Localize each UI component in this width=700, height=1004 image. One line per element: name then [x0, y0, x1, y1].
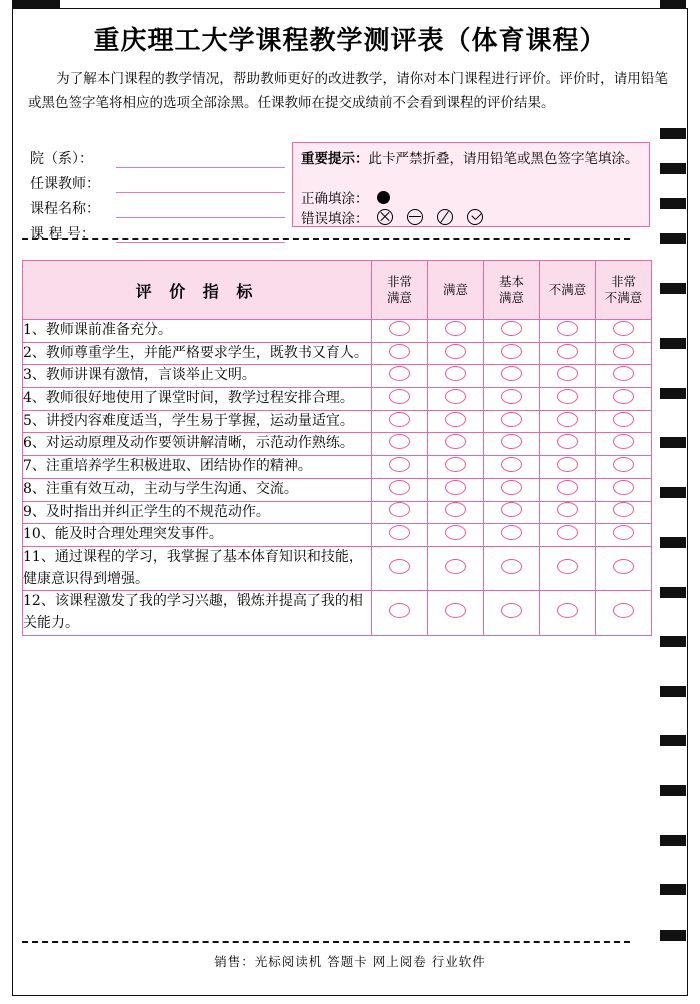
- timing-mark: [660, 884, 686, 895]
- answer-bubble[interactable]: [389, 321, 410, 336]
- timing-marks-column: [660, 0, 686, 1004]
- answer-bubble[interactable]: [613, 457, 634, 472]
- bubble-cell-11-0[interactable]: [372, 591, 428, 635]
- bubble-cell-3-0[interactable]: [372, 388, 428, 411]
- table-row: [23, 546, 652, 590]
- timing-mark: [660, 487, 686, 498]
- answer-bubble[interactable]: [445, 412, 466, 427]
- answer-bubble[interactable]: [389, 457, 410, 472]
- timing-mark: [660, 686, 686, 697]
- bubble-cell-4-2[interactable]: [484, 410, 540, 433]
- table-body: [23, 320, 652, 636]
- option-label-line1-4: 非常: [610, 274, 636, 290]
- answer-bubble[interactable]: [445, 559, 466, 574]
- column-header-option-1: [428, 261, 484, 320]
- answer-bubble[interactable]: [557, 457, 578, 472]
- answer-bubble[interactable]: [389, 412, 410, 427]
- answer-bubble[interactable]: [613, 344, 634, 359]
- answer-bubble[interactable]: [557, 321, 578, 336]
- bubble-cell-5-1[interactable]: [428, 433, 484, 456]
- column-header-option-2: [484, 261, 540, 320]
- field-input-course-number[interactable]: [116, 226, 285, 243]
- table-header: [23, 261, 652, 320]
- bubble-cell-1-0[interactable]: [372, 342, 428, 365]
- evaluation-table: [22, 260, 652, 636]
- bubble-cell-10-4[interactable]: [596, 546, 652, 590]
- question-text: 12、该课程激发了我的学习兴趣，锻炼并提高了我的相关能力。: [23, 591, 372, 635]
- important-notice-box: [292, 142, 650, 227]
- timing-mark: [660, 388, 686, 399]
- column-header-item: 评 价 指 标: [23, 261, 372, 320]
- answer-bubble[interactable]: [389, 525, 410, 540]
- wrong-mark-list: [377, 209, 483, 225]
- bubble-cell-4-3[interactable]: [540, 410, 596, 433]
- answer-bubble[interactable]: [501, 344, 522, 359]
- answer-bubble[interactable]: [557, 344, 578, 359]
- bubble-cell-7-1[interactable]: [428, 478, 484, 501]
- timing-mark: [660, 128, 686, 139]
- bubble-cell-10-1[interactable]: [428, 546, 484, 590]
- bubble-cell-3-1[interactable]: [428, 388, 484, 411]
- timing-mark: [660, 587, 686, 598]
- timing-mark: [660, 283, 686, 294]
- bubble-cell-2-2[interactable]: [484, 365, 540, 388]
- bubble-cell-1-1[interactable]: [428, 342, 484, 365]
- bubble-cell-1-4[interactable]: [596, 342, 652, 365]
- bubble-cell-10-0[interactable]: [372, 546, 428, 590]
- dash-mark-icon: [407, 209, 423, 225]
- bubble-cell-6-1[interactable]: [428, 456, 484, 479]
- field-label-teacher: 任课教师：: [30, 176, 100, 192]
- bubble-cell-7-0[interactable]: [372, 478, 428, 501]
- bubble-cell-7-2[interactable]: [484, 478, 540, 501]
- table-row: [23, 388, 652, 411]
- table-row: [23, 591, 652, 635]
- question-text: 2、教师尊重学生，并能严格要求学生，既教书又育人。: [23, 342, 372, 365]
- question-text: 1、教师课前准备充分。: [23, 320, 372, 343]
- timing-mark: [660, 233, 686, 244]
- bubble-cell-4-4[interactable]: [596, 410, 652, 433]
- dashed-separator-top: [22, 238, 630, 240]
- column-header-option-3: [540, 261, 596, 320]
- field-label-course-name: 课程名称：: [30, 201, 100, 217]
- answer-bubble[interactable]: [557, 434, 578, 449]
- bubble-cell-0-4[interactable]: [596, 320, 652, 343]
- watermark: [24, 960, 32, 990]
- answer-bubble[interactable]: [445, 321, 466, 336]
- bubble-cell-11-2[interactable]: [484, 591, 540, 635]
- option-label-line2-0: 满意: [386, 290, 412, 305]
- answer-bubble[interactable]: [501, 457, 522, 472]
- bubble-cell-9-3[interactable]: [540, 524, 596, 547]
- evaluation-table-wrapper: [22, 260, 652, 636]
- intro-paragraph: [28, 68, 668, 115]
- timing-mark: [660, 537, 686, 548]
- answer-bubble[interactable]: [389, 344, 410, 359]
- answer-bubble[interactable]: [501, 525, 522, 540]
- question-text: 9、及时指出并纠正学生的不规范动作。: [23, 501, 372, 524]
- column-header-option-4: [596, 261, 652, 320]
- table-row: [23, 501, 652, 524]
- option-label-line1-0: 非常: [386, 274, 412, 290]
- option-label-line1-3: 不满意: [548, 282, 587, 298]
- question-text: 5、讲授内容难度适当，学生易于掌握，运动量适宜。: [23, 410, 372, 433]
- bubble-cell-2-4[interactable]: [596, 365, 652, 388]
- correct-fill-example: [301, 187, 645, 207]
- bubble-cell-7-3[interactable]: [540, 478, 596, 501]
- question-text: 8、注重有效互动，主动与学生沟通、交流。: [23, 478, 372, 501]
- answer-bubble[interactable]: [557, 603, 578, 618]
- bubble-cell-9-4[interactable]: [596, 524, 652, 547]
- answer-bubble[interactable]: [613, 502, 634, 517]
- bubble-cell-8-2[interactable]: [484, 501, 540, 524]
- bubble-cell-0-2[interactable]: [484, 320, 540, 343]
- field-row-teacher: [30, 171, 285, 193]
- table-header-row: [23, 261, 652, 320]
- answer-bubble[interactable]: [557, 525, 578, 540]
- answer-bubble[interactable]: [501, 502, 522, 517]
- answer-bubble[interactable]: [557, 412, 578, 427]
- timing-mark: [660, 735, 686, 746]
- answer-bubble[interactable]: [445, 366, 466, 381]
- bubble-cell-1-3[interactable]: [540, 342, 596, 365]
- bubble-cell-0-0[interactable]: [372, 320, 428, 343]
- answer-bubble[interactable]: [613, 603, 634, 618]
- answer-bubble[interactable]: [501, 480, 522, 495]
- answer-bubble[interactable]: [445, 603, 466, 618]
- answer-bubble[interactable]: [389, 559, 410, 574]
- bubble-cell-2-3[interactable]: [540, 365, 596, 388]
- bubble-cell-6-3[interactable]: [540, 456, 596, 479]
- question-text: 4、教师很好地使用了课堂时间，教学过程安排合理。: [23, 388, 372, 411]
- answer-bubble[interactable]: [613, 389, 634, 404]
- bubble-cell-5-3[interactable]: [540, 433, 596, 456]
- answer-bubble[interactable]: [389, 603, 410, 618]
- field-input-department[interactable]: [116, 151, 285, 168]
- question-text: 6、对运动原理及动作要领讲解清晰，示范动作熟练。: [23, 433, 372, 456]
- bubble-cell-3-2[interactable]: [484, 388, 540, 411]
- correct-fill-label: 正确填涂：: [301, 191, 369, 207]
- timing-mark: [660, 437, 686, 448]
- answer-bubble[interactable]: [557, 389, 578, 404]
- option-label-line2-2: 满意: [498, 290, 524, 305]
- bubble-cell-9-2[interactable]: [484, 524, 540, 547]
- answer-bubble[interactable]: [557, 502, 578, 517]
- field-input-course-name[interactable]: [116, 201, 285, 218]
- table-row: [23, 524, 652, 547]
- bubble-cell-8-4[interactable]: [596, 501, 652, 524]
- answer-bubble[interactable]: [389, 366, 410, 381]
- x-mark-icon: [377, 209, 393, 225]
- bubble-cell-8-3[interactable]: [540, 501, 596, 524]
- field-label-department: 院（系）：: [30, 151, 93, 167]
- answer-bubble[interactable]: [613, 559, 634, 574]
- bubble-cell-8-0[interactable]: [372, 501, 428, 524]
- filled-dot-icon: [377, 191, 390, 204]
- answer-bubble[interactable]: [445, 389, 466, 404]
- bubble-cell-2-1[interactable]: [428, 365, 484, 388]
- answer-bubble[interactable]: [557, 559, 578, 574]
- answer-bubble[interactable]: [445, 525, 466, 540]
- answer-bubble[interactable]: [501, 559, 522, 574]
- check-mark-icon: [467, 209, 483, 225]
- bubble-cell-7-4[interactable]: [596, 478, 652, 501]
- correct-mark-list: [377, 191, 390, 204]
- slash-mark-icon: [437, 209, 453, 225]
- bubble-cell-3-4[interactable]: [596, 388, 652, 411]
- answer-bubble[interactable]: [501, 434, 522, 449]
- notice-heading: 重要提示：: [301, 151, 369, 167]
- timing-mark: [660, 163, 686, 174]
- bubble-cell-5-2[interactable]: [484, 433, 540, 456]
- wrong-fill-example: [301, 207, 645, 227]
- answer-bubble[interactable]: [613, 480, 634, 495]
- question-text: 10、能及时合理处理突发事件。: [23, 524, 372, 547]
- field-label-course-number: 课 程 号：: [30, 226, 95, 242]
- wrong-fill-label: 错误填涂：: [301, 211, 369, 227]
- bubble-cell-9-0[interactable]: [372, 524, 428, 547]
- answer-bubble[interactable]: [501, 389, 522, 404]
- corner-registration-mark-top-left: [12, 0, 60, 8]
- timing-mark: [660, 198, 686, 209]
- answer-bubble[interactable]: [445, 457, 466, 472]
- field-input-teacher[interactable]: [116, 176, 285, 193]
- answer-bubble[interactable]: [389, 480, 410, 495]
- footer-text: 销售：光标阅读机 答题卡 网上阅卷 行业软件: [214, 954, 486, 969]
- corner-registration-mark-top-right: [660, 0, 686, 8]
- timing-mark: [660, 785, 686, 796]
- timing-mark: [660, 930, 686, 941]
- bubble-cell-5-4[interactable]: [596, 433, 652, 456]
- bubble-cell-11-3[interactable]: [540, 591, 596, 635]
- bubble-cell-3-3[interactable]: [540, 388, 596, 411]
- page-title: 重庆理工大学课程教学测评表（体育课程）: [93, 26, 607, 56]
- bubble-cell-8-1[interactable]: [428, 501, 484, 524]
- table-row: [23, 410, 652, 433]
- bubble-cell-1-2[interactable]: [484, 342, 540, 365]
- option-label-line1-1: 满意: [442, 282, 468, 298]
- answer-bubble[interactable]: [557, 480, 578, 495]
- answer-bubble[interactable]: [501, 412, 522, 427]
- answer-bubble[interactable]: [501, 366, 522, 381]
- answer-bubble[interactable]: [613, 434, 634, 449]
- answer-bubble[interactable]: [501, 321, 522, 336]
- field-row-department: [30, 146, 285, 168]
- bubble-cell-10-2[interactable]: [484, 546, 540, 590]
- notice-body: 此卡严禁折叠，请用铅笔或黑色签字笔填涂。: [368, 151, 639, 167]
- answer-bubble[interactable]: [613, 412, 634, 427]
- bubble-cell-11-1[interactable]: [428, 591, 484, 635]
- table-row: [23, 320, 652, 343]
- bubble-cell-6-2[interactable]: [484, 456, 540, 479]
- header-fields: [30, 146, 285, 246]
- column-header-option-0: [372, 261, 428, 320]
- bubble-cell-6-0[interactable]: [372, 456, 428, 479]
- table-row: [23, 433, 652, 456]
- bubble-cell-11-4[interactable]: [596, 591, 652, 635]
- answer-bubble[interactable]: [613, 366, 634, 381]
- table-row: [23, 456, 652, 479]
- answer-bubble[interactable]: [445, 480, 466, 495]
- bubble-cell-9-1[interactable]: [428, 524, 484, 547]
- answer-bubble[interactable]: [501, 603, 522, 618]
- bubble-cell-4-1[interactable]: [428, 410, 484, 433]
- answer-bubble[interactable]: [389, 502, 410, 517]
- answer-bubble[interactable]: [613, 525, 634, 540]
- bubble-cell-0-1[interactable]: [428, 320, 484, 343]
- bubble-cell-5-0[interactable]: [372, 433, 428, 456]
- answer-bubble[interactable]: [389, 434, 410, 449]
- timing-mark: [660, 338, 686, 349]
- table-row: [23, 478, 652, 501]
- bubble-cell-4-0[interactable]: [372, 410, 428, 433]
- bubble-cell-6-4[interactable]: [596, 456, 652, 479]
- bubble-cell-0-3[interactable]: [540, 320, 596, 343]
- answer-bubble[interactable]: [389, 389, 410, 404]
- answer-bubble[interactable]: [445, 502, 466, 517]
- table-row: [23, 342, 652, 365]
- answer-bubble[interactable]: [613, 321, 634, 336]
- timing-mark: [660, 636, 686, 647]
- question-text: 3、教师讲课有激情，言谈举止文明。: [23, 365, 372, 388]
- question-text: 11、通过课程的学习，我掌握了基本体育知识和技能，健康意识得到增强。: [23, 546, 372, 590]
- timing-mark: [660, 835, 686, 846]
- bubble-cell-10-3[interactable]: [540, 546, 596, 590]
- question-text: 7、注重培养学生积极进取、团结协作的精神。: [23, 456, 372, 479]
- table-row: [23, 365, 652, 388]
- answer-bubble[interactable]: [557, 366, 578, 381]
- field-row-course-name: [30, 196, 285, 218]
- answer-bubble[interactable]: [445, 344, 466, 359]
- bubble-cell-2-0[interactable]: [372, 365, 428, 388]
- notice-text-line: [301, 149, 645, 169]
- option-label-line2-4: 不满意: [604, 290, 643, 305]
- option-label-line1-2: 基本: [498, 274, 524, 290]
- intro-text: 为了解本门课程的教学情况，帮助教师更好的改进教学，请你对本门课程进行评价。评价时，请用铅笔或黑色签字笔将相应的选项全部涂黑。任课教师在提交成绩前不会看到课程的评价结果。: [28, 71, 668, 111]
- dashed-separator-bottom: [22, 941, 630, 943]
- answer-bubble[interactable]: [445, 434, 466, 449]
